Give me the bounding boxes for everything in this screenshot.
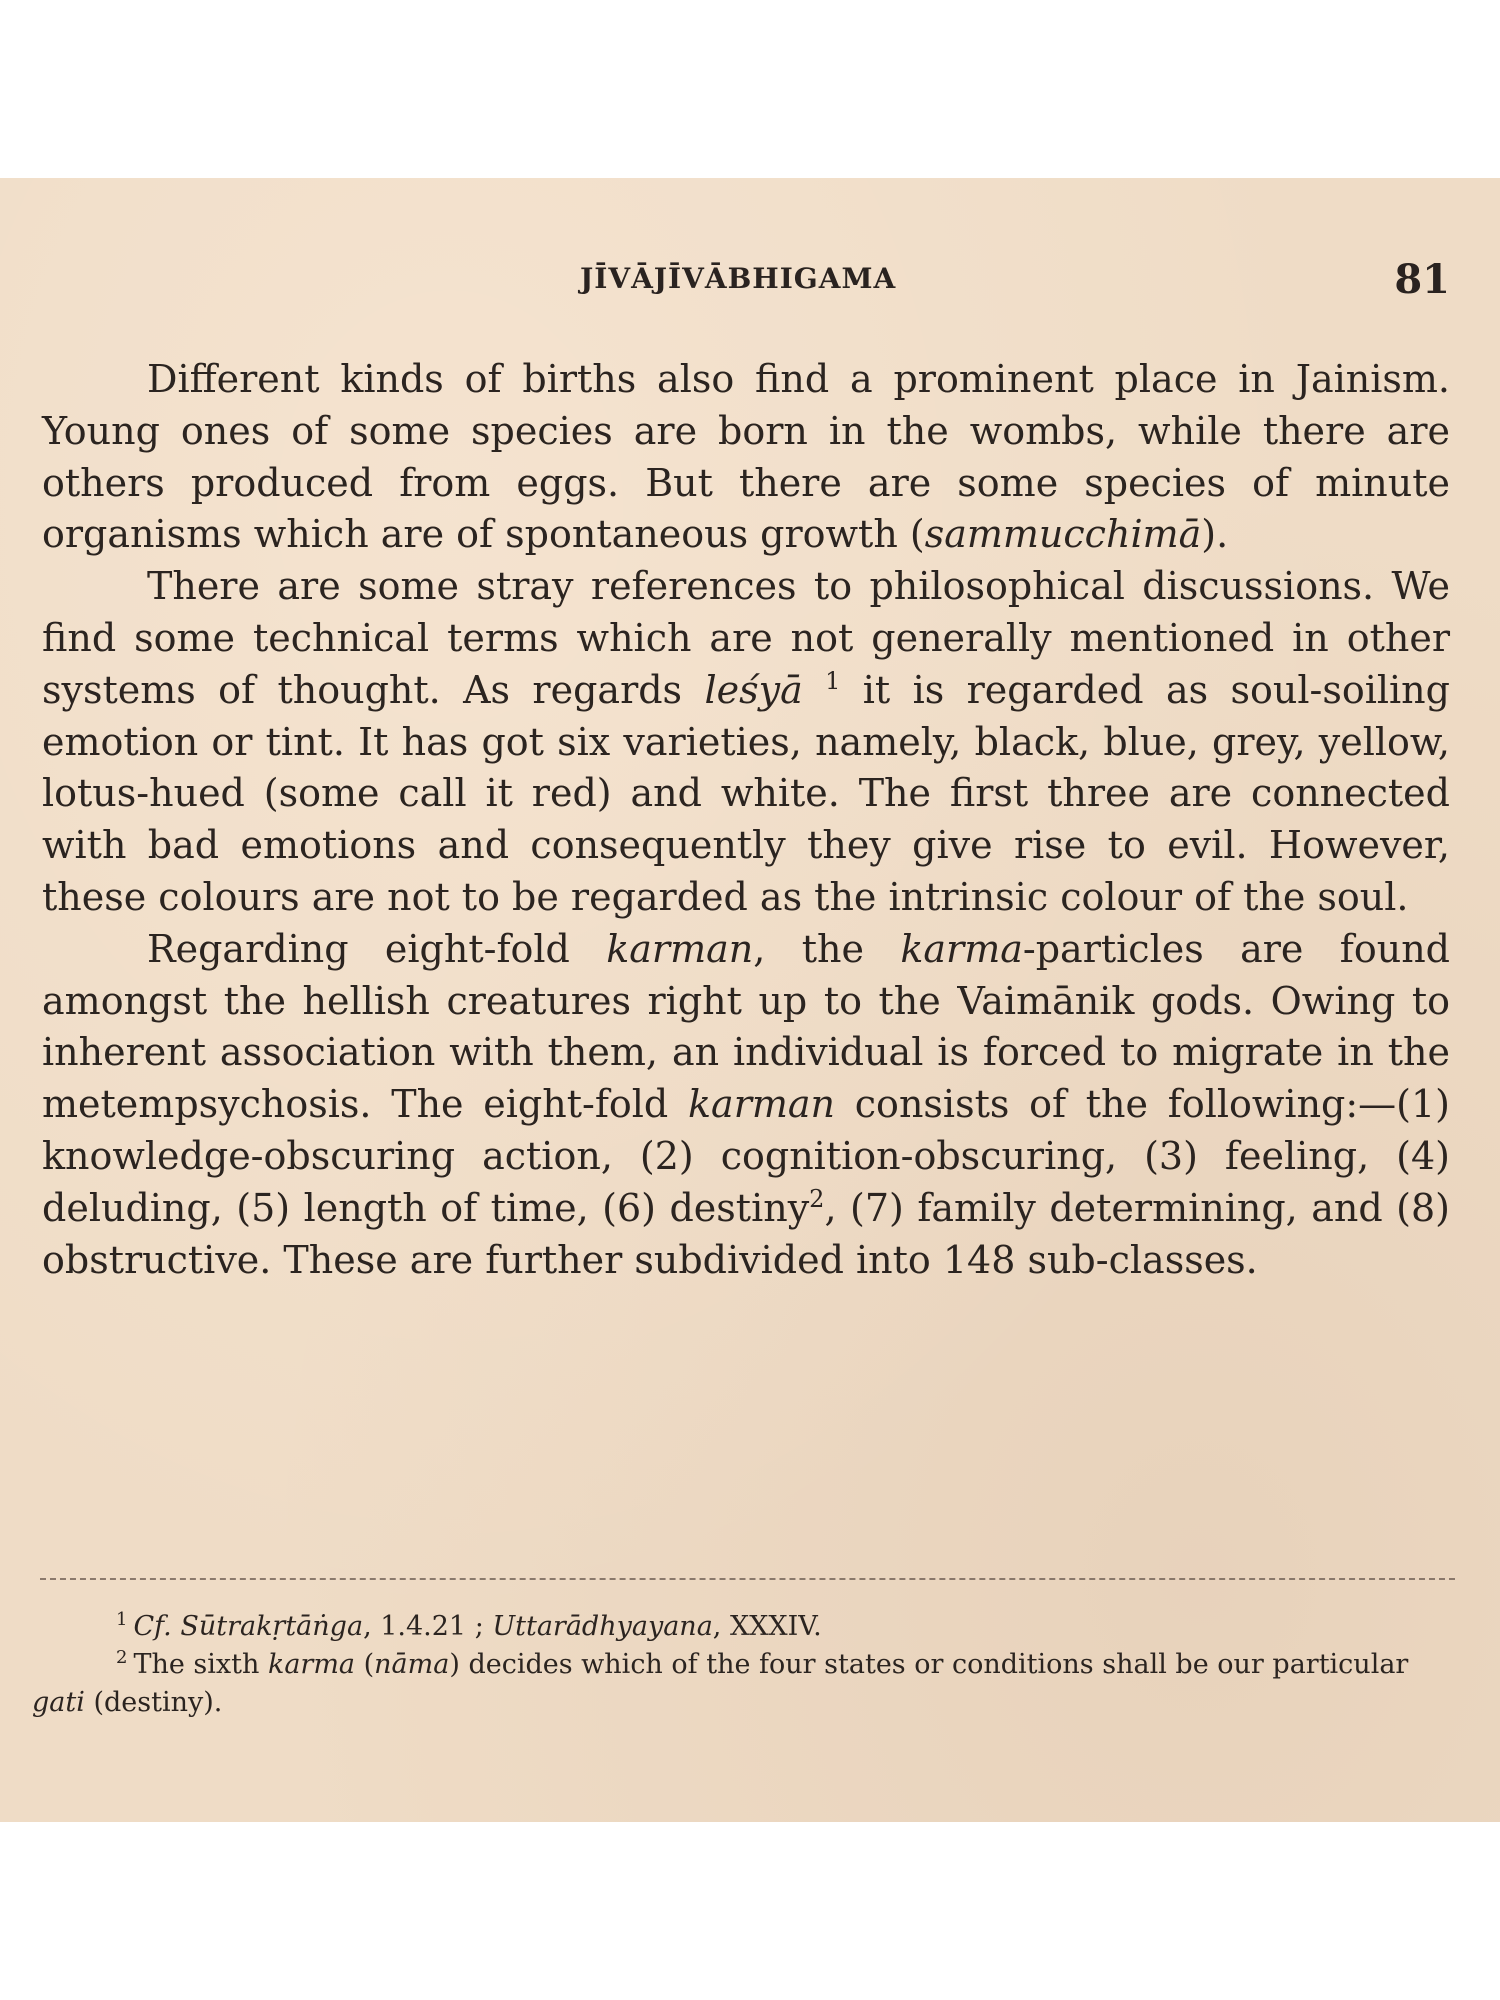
paragraph-lesya bbox=[42, 561, 1450, 924]
footnote-2-text-d: (destiny). bbox=[84, 1687, 223, 1718]
paragraph-karman-text-e: , (7) family determining, and (8) obstructive. These are further subdivided into 148 sub-classes. bbox=[42, 1185, 1450, 1282]
page-number: 81 bbox=[1394, 256, 1450, 303]
footnote-divider bbox=[40, 1578, 1455, 1580]
paragraph-karman-text-a: Regarding eight-fold bbox=[147, 926, 607, 971]
term-karman-2: karman bbox=[688, 1082, 836, 1127]
book-page bbox=[0, 178, 1500, 1822]
paragraph-births bbox=[42, 354, 1450, 561]
paragraph-karman-text-d: consists of the following:—(1) knowledge-obscuring action, (2) cognition-obscuring, (3) feeling, (4) deluding, (5) length of time, (6) destiny bbox=[42, 1082, 1450, 1230]
running-head bbox=[0, 256, 1500, 306]
term-sammucchima: sammucchimā bbox=[924, 512, 1202, 557]
footnote-1 bbox=[32, 1608, 1452, 1646]
paragraph-births-text: Different kinds of births also find a prominent place in Jainism. Young ones of some species are born in the wombs, while there are others produced from eggs. But there are some species of minute organisms which are of spontaneous growth ( bbox=[42, 357, 1450, 557]
footnote-1-mark: 1 bbox=[116, 1609, 128, 1630]
paragraph-lesya-text-b: it is regarded as soul-soiling emotion or tint. It has got six varieties, namely, black, blue, grey, yellow, lotus-hued (some call it red) and white. The first three are connected with bad emotions and consequently they give rise to evil. However, these colours are not to be regarded as the intrinsic colour of the soul. bbox=[42, 667, 1450, 919]
footnote-2-mark: 2 bbox=[116, 1647, 128, 1668]
paragraph-births-end: ). bbox=[1201, 512, 1229, 557]
term-lesya: leśyā bbox=[704, 667, 803, 712]
term-karma: karma bbox=[900, 926, 1023, 971]
term-karman-1: karman bbox=[606, 926, 754, 971]
footnote-2-text-b: ( bbox=[355, 1649, 375, 1680]
footnote-1-cf: Cf. bbox=[133, 1611, 172, 1642]
footnote-1-source-2: Uttarādhyayana bbox=[492, 1611, 713, 1642]
footnote-2-term-karma: karma bbox=[267, 1649, 356, 1680]
footnote-2 bbox=[32, 1646, 1452, 1722]
footnote-2-term-gati: gati bbox=[32, 1687, 85, 1718]
paragraph-lesya-text-a: There are some stray references to philosophical discussions. We find some technical terms which are not generally mentioned in other systems of thought. As regards bbox=[42, 564, 1450, 712]
footnote-2-term-nama: nāma bbox=[374, 1649, 450, 1680]
footnote-1-ref-2: , XXXIV. bbox=[712, 1611, 822, 1642]
footnotes bbox=[32, 1608, 1452, 1722]
footnote-1-source-1: Sūtrakṛtāṅga bbox=[180, 1611, 364, 1642]
body-text bbox=[42, 354, 1450, 1286]
paragraph-karman-text-b: , the bbox=[753, 926, 901, 971]
footnote-2-text-c: ) decides which of the four states or conditions shall be our particular bbox=[449, 1649, 1409, 1680]
paragraph-karman-text-c: -particles are found amongst the hellish creatures right up to the Vaimānik gods. Owing to inherent association with them, an individual is forced to migrate in the metempsychosis. The eight-fold bbox=[42, 926, 1450, 1127]
paragraph-karman bbox=[42, 924, 1450, 1287]
footnote-ref-1[interactable]: 1 bbox=[825, 666, 841, 695]
running-head-title: JĪVĀJĪVĀBHIGAMA bbox=[580, 262, 897, 295]
footnote-ref-2[interactable]: 2 bbox=[809, 1184, 825, 1213]
footnote-2-text-a: The sixth bbox=[133, 1649, 268, 1680]
footnote-1-ref-1: , 1.4.21 ; bbox=[363, 1611, 493, 1642]
